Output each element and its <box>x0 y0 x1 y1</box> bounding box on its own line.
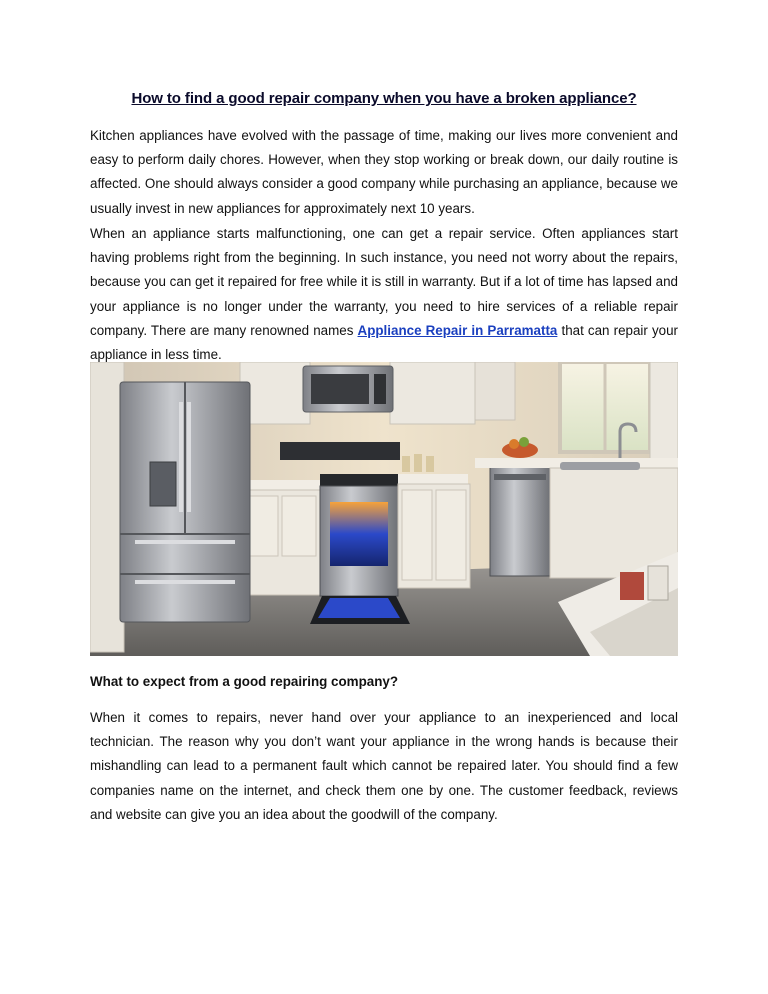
appliance-repair-parramatta-link[interactable]: Appliance Repair in Parramatta <box>357 322 558 338</box>
page-title: How to find a good repair company when you have a broken appliance? <box>131 90 637 107</box>
kitchen-photo <box>90 362 678 656</box>
paragraph-text-after-link: that can repair your appliance in less time. <box>90 322 678 363</box>
paragraph-repair-service <box>90 222 678 367</box>
paragraph-text-before-link: When an appliance starts malfunctioning, one can get a repair service. Often appliances start having problems right from the beginning. In such instance, you need not worry about the repairs, because you can get it repaired for free while it is still in warranty. But if a lot of time has lapsed and your appliance is no longer under the warranty, you need to hire services of a reliable repair company. There are many renowned names <box>90 226 678 338</box>
section-heading-expectations: What to expect from a good repairing company? <box>90 674 399 689</box>
paragraph-intro: Kitchen appliances have evolved with the passage of time, making our lives more convenient and easy to perform daily chores. However, when they stop working or break down, our daily routine is affected. One should always consider a good company while purchasing an appliance, because we usually invest in new appliances for approximately next 10 years. <box>90 128 678 216</box>
kitchen-illustration <box>90 362 678 656</box>
paragraph-repairs-advice: When it comes to repairs, never hand over your appliance to an inexperienced and local technician. The reason why you don’t want your appliance in the wrong hands is because their mishandling can lead to a permanent fault which cannot be repaired later. You should find a few companies name on the internet, and check them one by one. The customer feedback, reviews and website can give you an idea about the goodwill of the company. <box>90 710 678 822</box>
